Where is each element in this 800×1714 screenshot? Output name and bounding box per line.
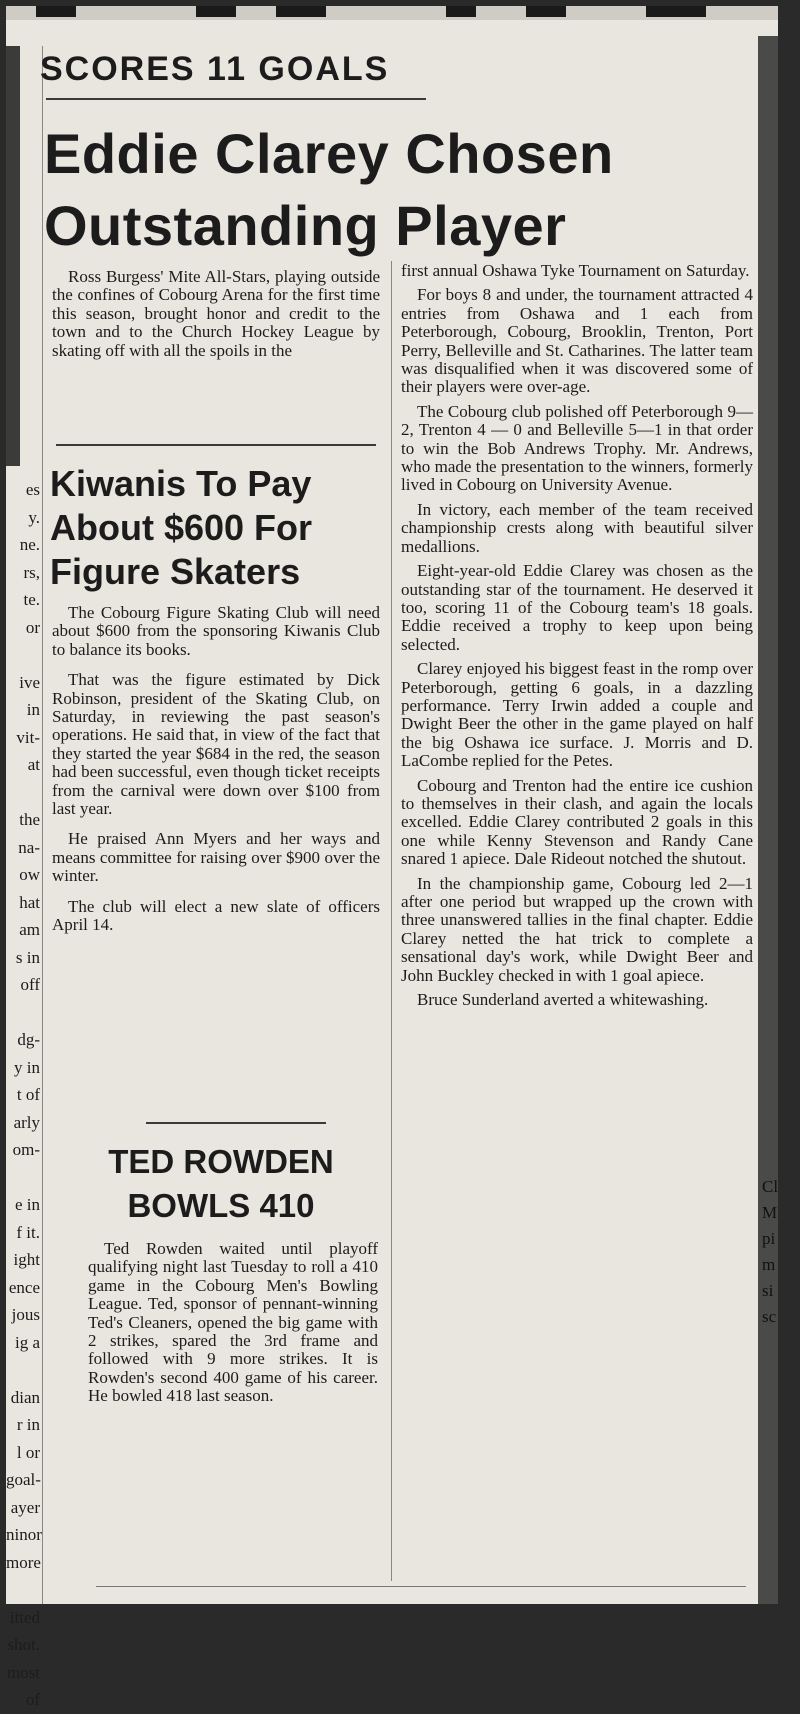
story-paragraph: Clarey enjoyed his biggest feast in the romp over Peterborough, getting 6 goals, in a dazzling performance. Terry Irwin added a couple and Dwight Beer the other in the game played on half the big Oshawa ice surface. J. Morris and D. LaCombe replied for the Petes. <box>401 659 753 771</box>
left-fragment-line: am <box>19 920 40 939</box>
left-fragment-line <box>6 779 40 807</box>
story-paragraph: In victory, each member of the team received championship crests along with beautiful silver medallions. <box>401 499 753 556</box>
left-fragment-line <box>6 1576 40 1604</box>
right-fragment-line: M <box>762 1203 778 1222</box>
right-margin-shadow <box>758 36 778 1604</box>
right-fragment-line: m <box>762 1255 776 1274</box>
left-fragment-line: ig a <box>14 1332 40 1352</box>
left-fragment-line: e in <box>14 1195 40 1214</box>
left-fragment-line: ight <box>13 1250 40 1269</box>
story-column-1 <box>52 268 380 366</box>
left-fragment-line: at <box>27 755 40 774</box>
story-paragraph: Ross Burgess' Mite All-Stars, playing outside the confines of Cobourg Arena for the first time this season, brought honor and credit to the town and to the Church Hockey League by skating off with all the spoils in the <box>52 267 380 360</box>
left-fragment-line: s in <box>15 947 40 967</box>
right-fragment-line: sc <box>762 1307 777 1326</box>
left-fragment-line: dg- <box>17 1030 40 1049</box>
section-rule <box>56 444 376 446</box>
left-fragment-line: y in <box>14 1057 40 1077</box>
right-column-fragments <box>762 1174 778 1330</box>
story-paragraph: Cobourg and Trenton had the entire ice cushion to themselves in their clash, and again the locals excelled. Eddie Clarey contributed 2 goals in this one while Kenny Stevenson and Randy Cane snared 1 apiece. Dale Rideout notched the shutout. <box>401 775 753 869</box>
left-margin-shadow <box>6 46 20 466</box>
left-fragment-line: jous <box>11 1305 40 1324</box>
rowden-paragraph: Ted Rowden waited until playoff qualifying night last Tuesday to roll a 410 game in the Cobourg Men's Bowling League. Ted, sponsor of pennant-winning Ted's Cleaners, opened the big game with 2 strikes, spared the 3rd frame and followed with 9 more strikes. It is Rowden's second 400 game of his career. He bowled 418 last season. <box>88 1239 378 1406</box>
story-paragraph: The Cobourg club polished off Peterborough 9—2, Trenton 4 — 0 and Belleville 5—1 in that order to win the Bob Andrews Trophy. Mr. Andrews, who made the presentation to the winners, formerly lived in Cobourg on University Avenue. <box>401 401 753 495</box>
left-fragment-line: es <box>25 480 40 499</box>
bottom-rule <box>96 1586 746 1587</box>
left-fragment-line: rs, <box>23 562 40 582</box>
kiwanis-headline: Kiwanis To Pay About $600 For Figure Skaters <box>50 463 313 592</box>
left-fragment-line <box>6 641 40 669</box>
column-rule-middle <box>391 261 392 1581</box>
left-fragment-line: l or <box>16 1442 40 1462</box>
right-fragment-line: pi <box>762 1229 776 1248</box>
left-fragment-line <box>6 999 40 1027</box>
kicker-rule <box>46 98 426 100</box>
rowden-headline: TED ROWDEN BOWLS 410 <box>108 1143 334 1224</box>
left-fragment-line: ive <box>19 672 40 692</box>
left-fragment-line: ninor <box>6 1525 42 1544</box>
left-fragment-line: more <box>6 1552 41 1572</box>
left-fragment-line <box>6 1164 40 1192</box>
story-paragraph: In the championship game, Cobourg led 2—1 after one period but wrapped up the crown with three unanswered tallies in the final chapter. Eddie Clarey netted the hat trick to complete a sensational day's work, while Dwight Beer and John Buckley checked in with 1 goal apiece. <box>401 873 753 985</box>
left-fragment-line: off <box>20 975 40 994</box>
left-fragment-line: f it. <box>16 1222 40 1242</box>
kiwanis-paragraph: The Cobourg Figure Skating Club will need about $600 from the sponsoring Kiwanis Club to balance its books. <box>52 603 380 659</box>
column-rule-left <box>42 46 43 1604</box>
left-fragment-line: goal- <box>6 1470 41 1489</box>
story-paragraph: Bruce Sunderland averted a whitewashing. <box>417 990 709 1010</box>
story-column-2 <box>401 262 753 1015</box>
right-fragment-line: Cl <box>762 1177 779 1196</box>
section-rule <box>146 1122 326 1124</box>
kiwanis-body <box>52 604 380 941</box>
story-paragraph: For boys 8 and under, the tournament attracted 4 entries from Oshawa and 1 each from Peterborough, Cobourg, Brooklin, Trenton, Port Perry, Belleville and St. Catharines. The latter team was disqualified when it was discovered some of their players were over-age. <box>401 285 753 397</box>
left-fragment-line: itted <box>9 1607 40 1627</box>
left-fragment-line: ow <box>19 865 40 884</box>
left-fragment-line: ence <box>8 1277 40 1297</box>
left-fragment-line: na- <box>18 837 40 857</box>
right-fragment-line: si <box>762 1281 774 1300</box>
left-fragment-line: om- <box>12 1140 40 1159</box>
left-fragment-line: arly <box>13 1112 40 1132</box>
left-fragment-line: the <box>19 810 40 829</box>
left-fragment-line: ayer <box>10 1497 40 1517</box>
left-fragment-line: shot. <box>7 1635 40 1654</box>
kicker-head: SCORES 11 GOALS <box>40 50 390 88</box>
story-paragraph: Eight-year-old Eddie Clarey was chosen as the outstanding star of the tournament. He deserved it too, scoring 11 of the Cobourg team's 18 goals. Eddie received a trophy to keep upon being selected. <box>401 561 753 654</box>
left-fragment-line: dian <box>10 1387 40 1407</box>
left-fragment-line: or <box>25 617 40 637</box>
left-fragment-line: ne. <box>19 535 40 554</box>
left-fragment-line: y. <box>28 507 40 527</box>
main-headline: Eddie Clarey Chosen Outstanding Player <box>44 122 614 257</box>
left-fragment-line: t of <box>16 1085 40 1104</box>
newspaper-clipping <box>6 6 779 1709</box>
left-fragment-line: te. <box>23 590 40 609</box>
left-fragment-line: vit- <box>16 727 40 747</box>
kiwanis-paragraph: That was the figure estimated by Dick Robinson, president of the Skating Club, on Saturday, in reviewing the past season's operations. He said that, in view of the fact that they started the year $684 in the red, the season had been successful, even though ticket receipts from the carnival were down over $100 from last year. <box>52 670 380 819</box>
kiwanis-paragraph: He praised Ann Myers and her ways and means committee for raising over $900 over the winter. <box>52 829 380 886</box>
left-column-fragments <box>6 476 42 1709</box>
kiwanis-paragraph: The club will elect a new slate of officers April 14. <box>52 896 380 935</box>
left-fragment-line: r in <box>16 1415 40 1434</box>
left-fragment-line: hat <box>19 892 40 912</box>
left-fragment-line: in <box>26 700 40 719</box>
left-fragment-line <box>6 1356 40 1384</box>
left-fragment-line: most <box>6 1662 40 1682</box>
top-edge-fragment <box>6 6 778 20</box>
rowden-body <box>88 1240 378 1412</box>
story-paragraph: first annual Oshawa Tyke Tournament on Saturday. <box>401 261 750 280</box>
left-fragment-line: of <box>25 1690 40 1709</box>
